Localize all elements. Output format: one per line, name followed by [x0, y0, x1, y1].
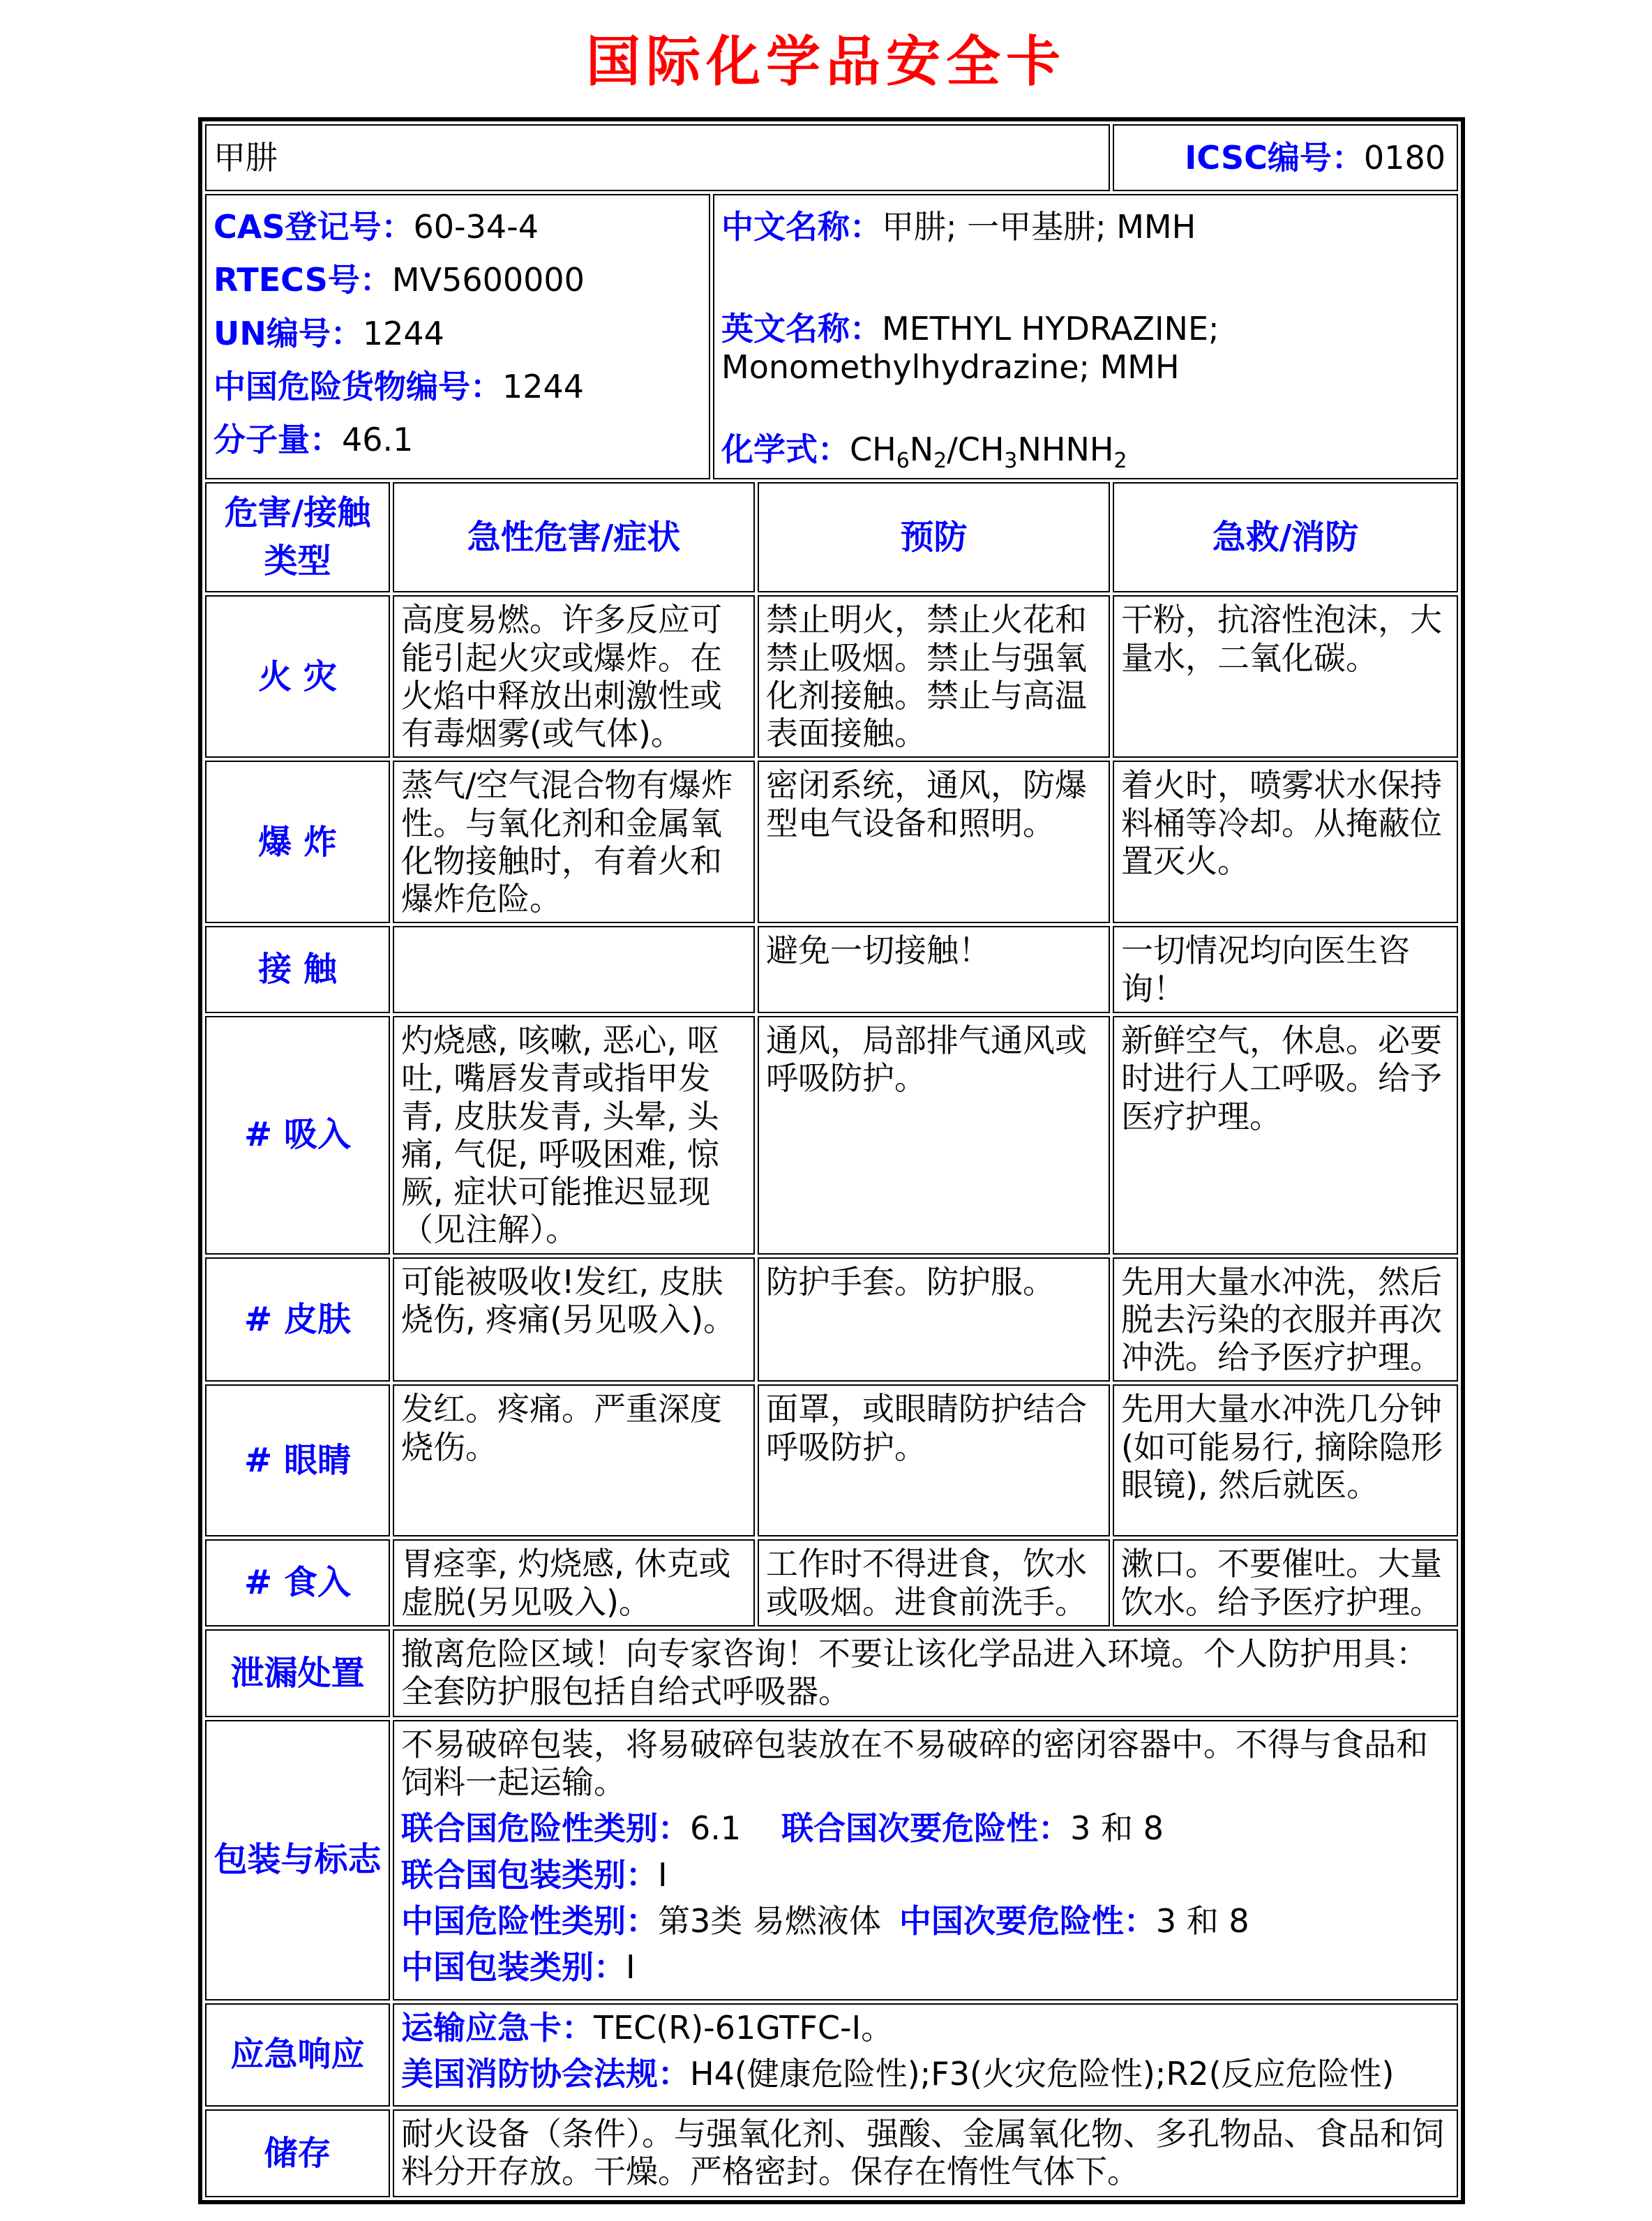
tec-value: TEC(R)-61GTFC-I。: [594, 2008, 894, 2047]
row-type-inhalation: # 吸入: [205, 1016, 390, 1255]
ingestion-symptoms: 胃痉挛, 灼烧感, 休克或虚脱(另见吸入)。: [393, 1539, 755, 1627]
china-dg-value: 1244: [502, 367, 585, 405]
cas-value: 60-34-4: [413, 208, 539, 246]
eyes-first-aid: 先用大量水冲洗几分钟(如可能易行, 摘除隐形眼镜), 然后就医。: [1113, 1384, 1458, 1536]
english-name-line: [721, 310, 1450, 386]
ingestion-prevention: 工作时不得进食，饮水或吸烟。进食前洗手。: [758, 1539, 1110, 1627]
molweight-value: 46.1: [342, 421, 414, 459]
english-name-value: METHYL HYDRAZINE; Monomethylhydrazine; MMH: [721, 310, 1219, 386]
packaging-row: [205, 1720, 1458, 2001]
un-pack-value: I: [658, 1855, 668, 1894]
nfpa-label: 美国消防协会法规：: [401, 2054, 690, 2093]
cn-sub-value: 3 和 8: [1155, 1901, 1249, 1940]
skin-symptoms: 可能被吸收!发红, 皮肤烧伤, 疼痛(另见吸入)。: [393, 1257, 755, 1382]
skin-prevention: 防护手套。防护服。: [758, 1257, 1110, 1382]
icsc-card-table: [198, 117, 1465, 2204]
tec-line: [401, 2009, 1450, 2047]
storage-text: 耐火设备（条件）。与强氧化剂、强酸、金属氧化物、多孔物品、食品和饲料分开存放。干燥。严格密封。保存在惰性气体下。: [393, 2109, 1458, 2197]
chinese-name-value: 甲肼; 一甲基肼; MMH: [882, 208, 1196, 246]
hazard-row-explosion: [205, 761, 1458, 923]
un-class-line: [401, 1809, 1450, 1847]
china-dg-number-line: [213, 368, 702, 405]
un-number-line: [213, 315, 702, 352]
packaging-cell: [393, 1720, 1458, 2001]
chinese-name-label: 中文名称：: [721, 208, 882, 246]
cn-sub-label: 中国次要危险性：: [899, 1901, 1156, 1940]
cn-pack-label: 中国包装类别：: [401, 1948, 626, 1987]
cas-number-line: [213, 208, 702, 246]
chinese-name-line: [721, 208, 1450, 246]
skin-first-aid: 先用大量水冲洗，然后脱去污染的衣服并再次冲洗。给予医疗护理。: [1113, 1257, 1458, 1382]
nfpa-value: H4(健康危险性);F3(火灾危险性);R2(反应危险性): [690, 2054, 1395, 2093]
molweight-label: 分子量：: [213, 421, 342, 459]
inhalation-first-aid: 新鲜空气，休息。必要时进行人工呼吸。给予医疗护理。: [1113, 1016, 1458, 1255]
un-sub-value: 3 和 8: [1070, 1809, 1164, 1848]
spill-row: [205, 1629, 1458, 1717]
col-header-type: 危害/接触 类型: [205, 482, 390, 592]
packaging-intro: 不易破碎包装，将易破碎包装放在不易破碎的密闭容器中。不得与食品和饲料一起运输。: [401, 1725, 1428, 1802]
row-type-contact: 接 触: [205, 926, 390, 1013]
row-type-packaging: 包装与标志: [205, 1720, 390, 2001]
un-value: 1244: [362, 314, 444, 352]
cn-class-value: 第3类 易燃液体: [658, 1901, 881, 1940]
row-type-storage: 储存: [205, 2109, 390, 2197]
cas-label: CAS登记号：: [213, 208, 414, 246]
china-dg-label: 中国危险货物编号：: [213, 367, 502, 405]
english-name-label: 英文名称：: [721, 310, 882, 348]
fire-first-aid: 干粉，抗溶性泡沫，大量水，二氧化碳。: [1113, 595, 1458, 758]
hazard-header-row: [205, 482, 1458, 592]
col-header-prevention: 预防: [758, 482, 1110, 592]
row-type-fire: 火 灾: [205, 595, 390, 758]
eyes-symptoms: 发红。疼痛。严重深度烧伤。: [393, 1384, 755, 1536]
page-title: 国际化学品安全卡: [585, 30, 1066, 94]
hazard-row-eyes: [205, 1384, 1458, 1536]
row-type-skin: # 皮肤: [205, 1257, 390, 1382]
hazard-row-skin: [205, 1257, 1458, 1382]
un-sub-label: 联合国次要危险性：: [781, 1809, 1071, 1848]
cn-class-label: 中国危险性类别：: [401, 1901, 658, 1940]
col-header-symptoms: 急性危害/症状: [393, 482, 755, 592]
names-cell: [713, 194, 1458, 479]
contact-symptoms: [393, 926, 755, 1013]
un-class-label: 联合国危险性类别：: [401, 1809, 690, 1848]
chemical-formula: $CH_6N_2/CH_3NHNH_2$: [850, 430, 1127, 473]
fire-prevention: 禁止明火，禁止火花和禁止吸烟。禁止与强氧化剂接触。禁止与高温表面接触。: [758, 595, 1110, 758]
formula-line: [721, 430, 1450, 473]
formula-label: 化学式：: [721, 430, 850, 468]
identifiers-cell: [205, 194, 710, 479]
emergency-row: [205, 2003, 1458, 2107]
icsc-page: [198, 0, 1454, 2204]
molweight-line: [213, 421, 702, 458]
icsc-label: ICSC编号：: [1185, 138, 1364, 177]
cn-pack-line: [401, 1948, 1450, 1986]
hazard-row-inhalation: [205, 1016, 1458, 1255]
nfpa-line: [401, 2055, 1450, 2093]
substance-name: 甲肼: [205, 124, 1110, 191]
un-class-value: 6.1: [690, 1809, 742, 1848]
un-pack-label: 联合国包装类别：: [401, 1855, 658, 1894]
cn-class-line: [401, 1902, 1450, 1940]
eyes-prevention: 面罩，或眼睛防护结合呼吸防护。: [758, 1384, 1110, 1536]
storage-row: [205, 2109, 1458, 2197]
fire-symptoms: 高度易燃。许多反应可能引起火灾或爆炸。在火焰中释放出刺激性或有毒烟雾(或气体)。: [393, 595, 755, 758]
contact-prevention: 避免一切接触！: [758, 926, 1110, 1013]
explosion-prevention: 密闭系统，通风，防爆型电气设备和照明。: [758, 761, 1110, 923]
rtecs-label: RTECS号：: [213, 261, 392, 299]
contact-first-aid: 一切情况均向医生咨询！: [1113, 926, 1458, 1013]
ingestion-first-aid: 漱口。不要催吐。大量饮水。给予医疗护理。: [1113, 1539, 1458, 1627]
emergency-cell: [393, 2003, 1458, 2107]
un-label: UN编号：: [213, 314, 363, 352]
hazard-row-contact: [205, 926, 1458, 1013]
spill-text: 撤离危险区域！向专家咨询！不要让该化学品进入环境。个人防护用具：全套防护服包括自给式呼吸器。: [393, 1629, 1458, 1717]
col-header-first-aid: 急救/消防: [1113, 482, 1458, 592]
hazard-row-ingestion: [205, 1539, 1458, 1627]
inhalation-symptoms: 灼烧感, 咳嗽, 恶心, 呕吐, 嘴唇发青或指甲发青, 皮肤发青, 头晕, 头痛, 气促, 呼吸困难, 惊厥, 症状可能推迟显现（见注解）。: [393, 1016, 755, 1255]
icsc-number-cell: [1113, 124, 1458, 191]
identifier-row: [205, 194, 1458, 479]
hazard-row-fire: [205, 595, 1458, 758]
un-pack-line: [401, 1856, 1450, 1894]
rtecs-number-line: [213, 261, 702, 299]
inhalation-prevention: 通风，局部排气通风或呼吸防护。: [758, 1016, 1110, 1255]
card-title-row: [205, 124, 1458, 191]
icsc-number: 0180: [1363, 138, 1446, 177]
row-type-spill: 泄漏处置: [205, 1629, 390, 1717]
explosion-first-aid: 着火时，喷雾状水保持料桶等冷却。从掩蔽位置灭火。: [1113, 761, 1458, 923]
row-type-eyes: # 眼睛: [205, 1384, 390, 1536]
explosion-symptoms: 蒸气/空气混合物有爆炸性。与氧化剂和金属氧化物接触时，有着火和爆炸危险。: [393, 761, 755, 923]
row-type-emergency: 应急响应: [205, 2003, 390, 2107]
row-type-ingestion: # 食入: [205, 1539, 390, 1627]
row-type-explosion: 爆 炸: [205, 761, 390, 923]
cn-pack-value: I: [626, 1948, 636, 1987]
tec-label: 运输应急卡：: [401, 2008, 594, 2047]
rtecs-value: MV5600000: [391, 261, 585, 299]
